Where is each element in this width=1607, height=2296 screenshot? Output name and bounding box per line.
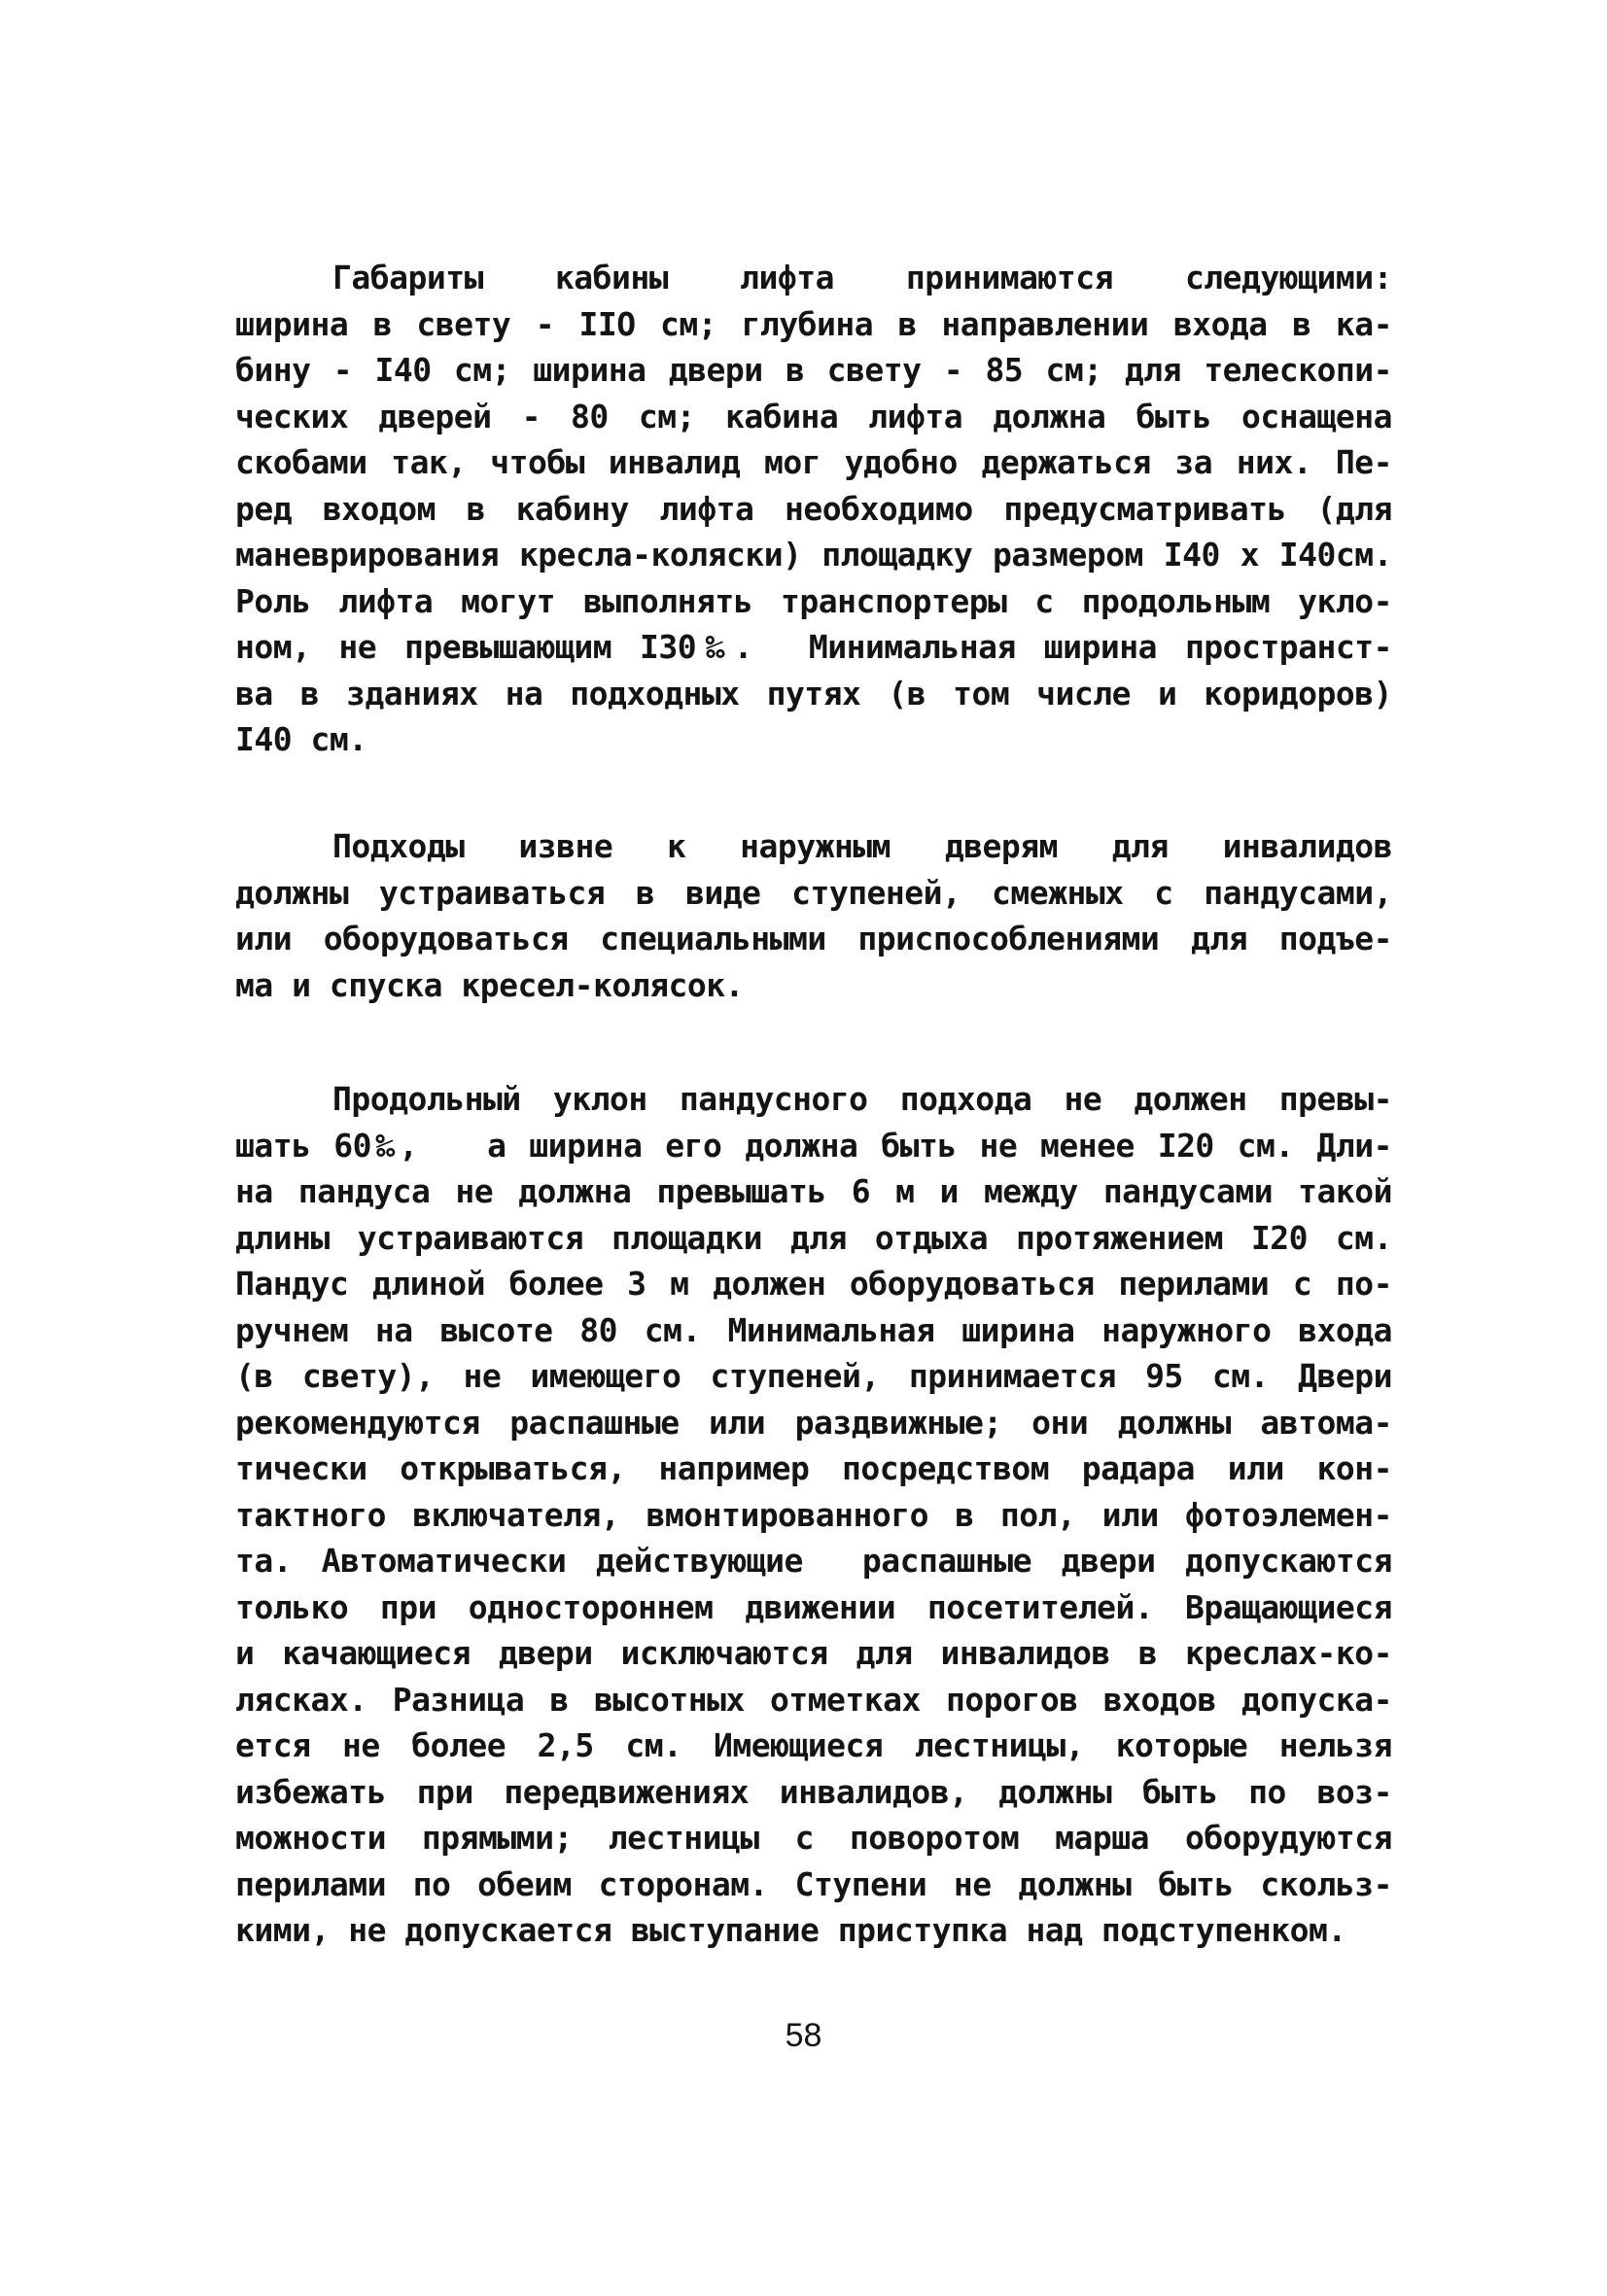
text-line: перилами по обеим сторонам. Ступени не должны быть скольз- bbox=[235, 1864, 1392, 1903]
text-line: должны устраиваться в виде ступеней, смежных с пандусами, bbox=[235, 873, 1392, 912]
text-line: Продольный уклон пандусного подхода не должен превы- bbox=[332, 1080, 1392, 1118]
text-line: лясках. Разница в высотных отметках порогов входов допуска- bbox=[235, 1680, 1392, 1719]
text-line: ческих дверей - 80 см; кабина лифта должна быть оснащена bbox=[235, 397, 1392, 435]
text-line: ма и спуска кресел-колясок. bbox=[235, 965, 744, 1004]
text-line: ширина в свету - IIO см; глубина в направлении входа в ка- bbox=[235, 304, 1392, 343]
text-line: маневрирования кресла-коляски) площадку размером I40 х I40см. bbox=[235, 536, 1392, 574]
text-line: шать 60‰, а ширина его должна быть не менее I20 см. Дли- bbox=[235, 1126, 1392, 1165]
text-line: I40 см. bbox=[235, 720, 367, 758]
text-line: рекомендуются распашные или раздвижные; они должны автома- bbox=[235, 1403, 1392, 1442]
text-line: ред входом в кабину лифта необходимо предусматривать (для bbox=[235, 489, 1392, 528]
text-line: или оборудоваться специальными приспособлениями для подъе- bbox=[235, 920, 1392, 957]
text-line: Роль лифта могут выполнять транспортеры с продольным укло- bbox=[235, 581, 1392, 620]
text-line: тактного включателя, вмонтированного в пол, или фотоэлемен- bbox=[235, 1495, 1392, 1534]
page-number: 58 bbox=[785, 2017, 822, 2054]
text-line: и качающиеся двери исключаются для инвалидов в креслах-ко- bbox=[235, 1634, 1392, 1672]
text-line: ется не более 2,5 см. Имеющиеся лестницы, которые нельзя bbox=[235, 1726, 1392, 1764]
text-line: Пандус длиной более 3 м должен оборудоваться перилами с по- bbox=[235, 1265, 1392, 1303]
text-line: та. Автоматически действующие распашные двери допускаются bbox=[235, 1542, 1392, 1580]
text-line: на пандуса не должна превышать 6 м и между пандусами такой bbox=[235, 1172, 1392, 1210]
text-line: бину - I40 см; ширина двери в свету - 85 см; для телескопи- bbox=[235, 351, 1392, 389]
text-line: избежать при передвижениях инвалидов, должны быть по воз- bbox=[235, 1772, 1392, 1811]
text-line: ном, не превышающим I30‰. Минимальная ширина пространст- bbox=[235, 628, 1392, 666]
paragraph-ramp-requirements bbox=[235, 1076, 1392, 1954]
text-line: Габариты кабины лифта принимаются следующими: bbox=[332, 259, 1392, 296]
text-line: кими, не допускается выступание приступка над подступенком. bbox=[235, 1911, 1346, 1949]
text-line: скобами так, чтобы инвалид мог удобно держаться за них. Пе- bbox=[235, 443, 1392, 481]
paragraph-external-approaches bbox=[235, 823, 1392, 1008]
text-line: Подходы извне к наружным дверям для инвалидов bbox=[332, 827, 1392, 865]
text-line: ва в зданиях на подходных путях (в том числе и коридоров) bbox=[235, 674, 1392, 713]
text-line: длины устраиваются площадки для отдыха протяжением I20 см. bbox=[235, 1218, 1392, 1257]
text-line: можности прямыми; лестницы с поворотом марша оборудуются bbox=[235, 1819, 1392, 1857]
text-line: только при одностороннем движении посетителей. Вращающиеся bbox=[235, 1587, 1392, 1626]
text-line: ручнем на высоте 80 см. Минимальная ширина наружного входа bbox=[235, 1310, 1392, 1349]
text-line: (в свету), не имеющего ступеней, принимается 95 см. Двери bbox=[235, 1357, 1392, 1395]
paragraph-elevator-cabin bbox=[235, 255, 1392, 763]
text-line: тически открываться, например посредством радара или кон- bbox=[235, 1449, 1392, 1487]
